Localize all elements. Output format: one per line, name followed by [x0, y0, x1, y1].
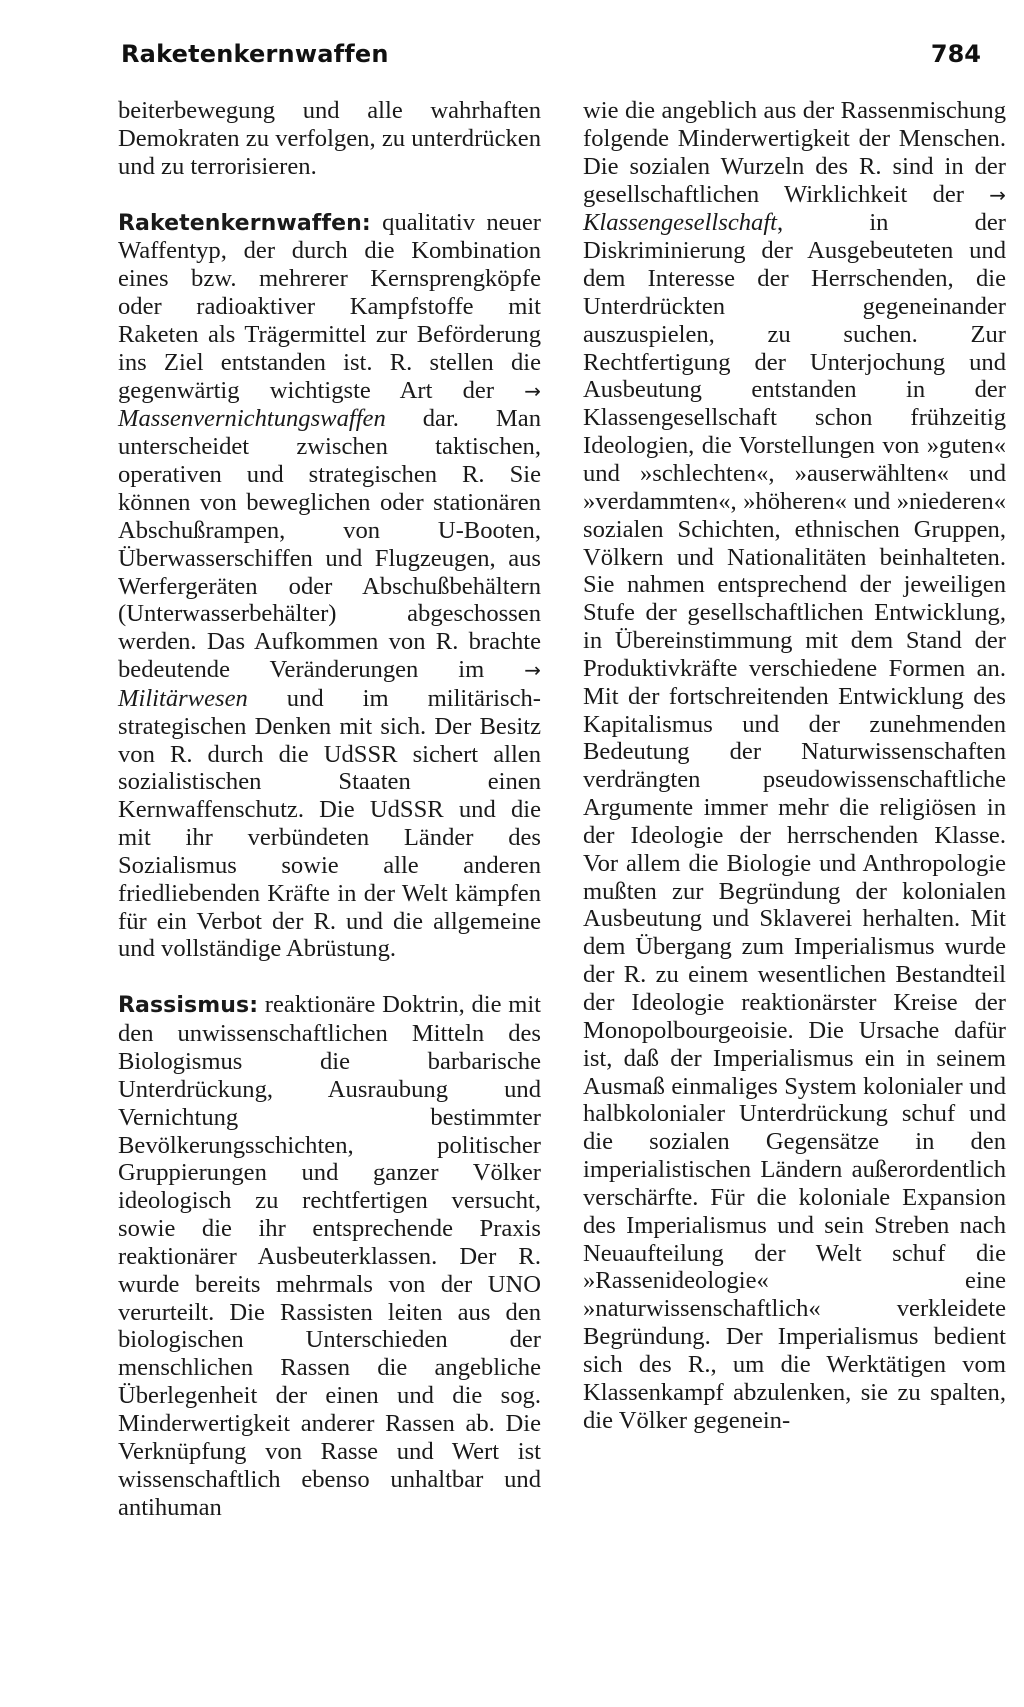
paragraph-continuation	[118, 97, 541, 181]
running-head-title: Raketenkernwaffen	[121, 40, 389, 68]
entry-rassismus-continued	[583, 97, 1006, 1435]
cross-reference-massenvernichtungswaffen[interactable]: Massenvernichtungswaffen	[118, 405, 386, 433]
page-number: 784	[930, 40, 981, 68]
entry-text: reaktionäre Doktrin, die mit den unwissenschaftlichen Mitteln des Biologismus die barbarische Unterdrückung, Ausraubung und Vernichtung bestimmter Bevölkerungsschichten, politischer Gruppierungen und ganzer Völker ideologisch zu rechtfertigen versucht, sowie die ihr entsprechende Praxis reaktionärer Ausbeuterklassen. Der R. wurde bereits mehrmals von der UNO verurteilt. Die Rassisten leiten aus den biologischen Unterschieden der menschlichen Rassen die angebliche Überlegenheit der einen und die sog. Minderwertigkeit anderer Rassen ab. Die Verknüpfung von Rasse und Wert ist wissenschaftlich ebenso unhaltbar und antihuman	[118, 991, 541, 1521]
entry-rassismus	[118, 991, 541, 1521]
cross-reference-arrow-icon: →	[524, 658, 541, 683]
cross-reference-militaerwesen[interactable]: Militärwesen	[118, 684, 248, 712]
entry-text: und im militärisch-strategischen Denken mit sich. Der Besitz von R. durch die UdSSR sichert allen sozialistischen Staaten einen Kernwaffenschutz. Die UdSSR und die mit ihr verbündeten Länder des Sozialismus sowie alle anderen friedliebenden Kräfte in der Welt kämpfen für ein Verbot der R. und die allgemeine und vollständige Abrüstung.	[118, 684, 541, 963]
cross-reference-klassengesellschaft[interactable]: Klassengesellschaft	[583, 209, 778, 237]
cross-reference-arrow-icon: →	[989, 182, 1006, 207]
entry-text: dar. Man unterscheidet zwischen taktischen, operativen und strategischen R. Sie können von beweglichen oder stationären Abschußrampen, von U-Booten, Überwasserschiffen und Flugzeugen, aus Werfergeräten oder Abschußbehältern (Unterwasserbehälter) abgeschossen werden. Das Aufkommen von R. brachte bedeutende Veränderungen im	[118, 405, 541, 684]
page-header	[121, 36, 981, 72]
entry-text: wie die angeblich aus der Rassenmischung folgende Minderwertigkeit der Menschen. Die sozialen Wurzeln des R. sind in der gesellschaftlichen Wirklichkeit der	[583, 97, 1006, 208]
entry-raketenkernwaffen	[118, 209, 541, 964]
entry-text: , in der Diskriminierung der Ausgebeuteten und dem Interesse der Herrschenden, die Unterdrückten gegeneinander auszuspielen, zu suchen. Zur Rechtfertigung der Unterjochung und Ausbeutung entstanden in der Klassengesellschaft schon frühzeitig Ideologien, die Vorstellungen von »guten« und »schlechten«, »auserwählten« und »verdammten«, »höheren« und »niederen« sozialen Schichten, ethnischen Gruppen, Völkern und Nationalitäten beinhalteten. Sie nahmen entsprechend der jeweiligen Stufe der gesellschaftlichen Entwicklung, in Übereinstimmung mit dem Stand der Produktivkräfte verschiedene Formen an. Mit der fortschreitenden Entwicklung des Kapitalismus und der zunehmenden Bedeutung der Naturwissenschaften verdrängten pseudowissenschaftliche Argumente immer mehr die religiösen in der Ideologie der herrschenden Klasse. Vor allem die Biologie und Anthropologie mußten zur Begründung der kolonialen Ausbeutung und Sklaverei herhalten. Mit dem Übergang zum Imperialismus wurde der R. zu einem wesentlichen Bestandteil der Ideologie reaktionärster Kreise der Monopolbourgeoisie. Die Ursache dafür ist, daß der Imperialismus ein in seinem Ausmaß einmaliges System kolonialer und halbkolonialer Unterdrückung schuf und die sozialen Gegensätze in den imperialistischen Ländern außerordentlich verschärfte. Für die koloniale Expansion des Imperialismus und sein Streben nach Neuaufteilung der Welt schuf die »Rassenideologie« eine »naturwissenschaftlich« verkleidete Begründung. Der Imperialismus bedient sich des R., um die Werktätigen vom Klassenkampf abzulenken, sie zu spalten, die Völker gegenein-	[583, 209, 1006, 1434]
left-column	[118, 97, 541, 1521]
right-column	[583, 97, 1006, 1435]
entry-text: qualitativ neuer Waffentyp, der durch die Kombination eines bzw. mehrerer Kernsprengköpfe oder radioaktiver Kampfstoffe mit Raketen als Trägermittel zur Beförderung ins Ziel entstanden ist. R. stellen die gegenwärtig wichtigste Art der	[118, 208, 541, 404]
cross-reference-arrow-icon: →	[524, 378, 541, 403]
entry-term: Rassismus:	[118, 993, 259, 1019]
entry-term: Raketenkernwaffen:	[118, 210, 371, 236]
paragraph-text: beiterbewegung und alle wahrhaften Demokraten zu verfolgen, zu unterdrücken und zu terrorisieren.	[118, 97, 541, 180]
